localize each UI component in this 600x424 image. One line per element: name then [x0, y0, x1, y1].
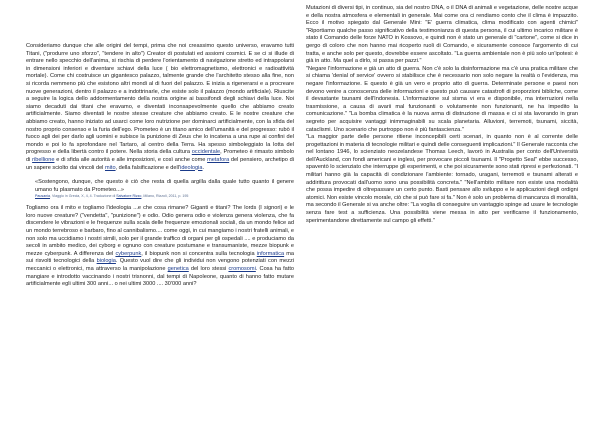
text-segment: Togliamo ora il mito e togliamo l'ideologia ...e che cosa rimane? Giganti e titani? The lords (I signori) e le loro nuove creature? ("vendetta", "punizione") e odio. Odio genera odio e violenza genera violenza, che fa discendere le vibrazioni e le frequenze sulla scala delle frequenze emozionali sociali, da un mondo felice ad un mondo terrebroso e barbaro, fino al cannibalismo.... come oggi, in cui mangiamo i nostri fratelli animali, e non solo ma uccidiamo i nostri simili, solo per il grande traffico di organi per gli ospedali .... e produciamo da secoli in ambito medico, dei cyborg e ognuno con creature postumane e transumaniste, mezze biopunk e mezze cyberpunk. A differenza del	[26, 205, 294, 257]
text-segment: del pensiero, archetipo di un sapere sciolto dai vincoli del	[26, 156, 294, 171]
paragraph-denial-of-service: "Negare l'informazione e già un atto di guerra. Non c'è solo la disinformazione ma c'è una pratica militare che si chiama 'denial of service' ovvero si stabilisce che è necessario non solo negare la realtà o l'evidenza, ma negare l'informazione. E questo è già un vero e proprio atto di guerra. Determinate persone e paesi non devono venire a conoscenza delle informazioni e questo può causare catastrofi di proporzioni bibliche, come il devastante tsunami dell'Indonesia. L'informazione sul sisma vi era e disponibile, ma interruzioni nella trasmissione, a causa di avarii mal funzionanti o volutamente non funzionanti, ne ha impedito la comunicazione." "La bomba climatica è la nuova arma di distruzione di massa e ci si sta lavorando in gran segreto per acquisire vantaggi inimmaginabili su scala planetaria. Alluvioni, terremoti, tsunami, siccità, cataclismi. Uno scenario che purtroppo non è più fantascienza."	[306, 65, 578, 133]
paragraph-military-tech: "La maggior parte delle persone ritiene inconcepibili certi scenari, in quanto non è al corrente delle progettazioni in materia di tecnologie militari e quindi delle conseguenti implicazioni." Il Generale racconta che nel lontano 1946, lo scienziato neozelandese Thomas Leech, lavorò in Australia per conto dell'Università dell'Auckland, con fondi americani e inglesi, per provocare piccoli tsunami. Il "Progetto Seal" ebbe successo, spaventò lo scienziato che interruppe gli esperimenti, e che poi sicuramente sono stati ripresi e perfezionati. "I militari hanno già la capacità di condizionare l'ambiente: tornado, uragani, terremoti e tsunami alterati e addirittura provocati dall'uomo sono una possibilità concreta." "Nell'ambito militare non esiste una modalità che possa impedire di oltrepassare un certo punto. Basti pensare allo sviluppo e le applicazioni degli ordigni atomici. Non esiste vincolo morale, ciò che si può fare si fa." Non è solo un problema di mancanza di moralità, ma secondo il Generale si va anche oltre: "La voglia di conseguire un vantaggio spinge ad usare le tecnologie senza fare test a sufficienza. Una possibilità viene messa in atto per verificarne il funzionamento, sperimentandone direttamente sul campo gli effetti."	[306, 134, 578, 224]
text-segment: ma sui risvolti tecnologici della	[26, 250, 295, 265]
left-column	[26, 43, 294, 289]
link-ideologia[interactable]: ideologia	[180, 164, 203, 171]
link-pausania[interactable]: Pausania	[35, 194, 50, 199]
quote-citation	[26, 194, 294, 199]
citation-text: , Milano, Rizzoli, 2011, p. 195	[141, 194, 189, 199]
link-genetica[interactable]: genetica	[167, 266, 189, 273]
link-cyberpunk[interactable]: cyberpunk	[115, 250, 142, 257]
text-segment: , della falsificazione e dell'	[115, 164, 181, 171]
text-segment: , Prometeo è rimasto simbolo di	[26, 149, 294, 163]
paragraph-titans-prometheus	[26, 43, 294, 172]
paragraph-myth-ideology	[26, 205, 294, 289]
link-metafora[interactable]: metafora	[207, 156, 230, 163]
text-segment: e di sfida alle autorità e alle imposizioni, e così anche come	[54, 156, 208, 163]
block-quote: «Sostengono, dunque, che questo è ciò che resta di quella argilla dalla quale tutto quanto il genere umano fu plasmato da Prometeo...»	[35, 179, 294, 193]
link-cromosomi[interactable]: cromosomi	[228, 266, 256, 273]
text-segment: del loro stessi	[188, 266, 229, 273]
text-segment: Consideriamo dunque che alle origini del tempi, prima che noi creassimo questo universo, eravamo tutti Titani, ("produrre uno sforzo", "tendere in alto") Creator di postulati ed assiomi cosmici. E se ci si illude di entrare nello specchio dell'anima, si rischia di perdere l'orientamento di navigazione stretto ed intrappolarsi in dimensioni inferiori e diventare schiavi della luce ( bio elettromagnetismo, elettronici e radioattività mortale). Come chi costruisce un gigantesco palazzo, talmente grande che l'architetto stesso alla fine, non si ricorda nemmeno più che esistono altri mondi al di fuori del palazzo. E inizia a rigenerarsi e a procreare nuove generazioni, dentro il palazzo e a indottrinarle, che esiste solo il palazzo (mondo artificiale). Riuscite a seguire la logica dello addormentamento della nostra origine ai bassifondi degli schiavi della luce. Noi siamo decaduti dai titani che eravamo, e diventati inconsapevolmente quello che abbiamo creato artificialmente. Siamo diventati le nostre stesse creature che abbiamo creato. E le nostre creature che abbiamo creato, hanno iniziato ad usarci come loro nutrizione per dominarci artificialmente, con la sfida del nostro proprio consenso e la furia dell'ego. Prometeo è un titano amico dell'umanità e del progresso: rubò il fuoco agli dei per darlo agli uomini e subisce la punizione di Zeus che lo incatena a una rupe ai confini del mondo e poi lo fa sprofondare nel Tartaro, al centro della Terra. Ha spesso simboleggiato la lotta del progresso e della libertà contro il potere. Nella storia della cultura	[26, 43, 294, 156]
right-column	[306, 5, 578, 225]
text-segment: .	[202, 164, 205, 171]
link-ribellione[interactable]: ribellione	[32, 156, 55, 163]
link-mito[interactable]: mito	[104, 164, 116, 171]
link-informatica[interactable]: informatica	[256, 250, 285, 257]
text-segment: . Cosa ha fatto mangiare e introdotto vaccinando i nostri trisnonni, dal tempi di Napoleone, quanto di hanno fatto mutare artificialmente egli ultimi 300 anni... o nei ultimi 3000 .... 30'000 anni?	[26, 266, 295, 288]
citation-text: , Viaggio in Grecia, X, 4, 4. Traduzione di	[50, 194, 117, 199]
text-segment: . Questo vuol dire che gli individui non vengono potenziati con mezzi meccanici o elettronici, ma attraverso la manipolazione	[26, 258, 295, 273]
link-occidentale[interactable]: occidentale	[191, 149, 221, 156]
paragraph-climate-war: Mutazioni di diversi tipi, in continuo, sia del nostro DNA, o il DNA di animali e vegetazione, delle nostre acque e della nostra atmosfera e elementali in generale. Mai come ora ci rendiamo conto che il clima è impazzito. Ecco il motivo spiegato dal Generale Mini: "E' guerra climatica, clima modificato con agenti chimici" "Riportiamo qualche passo significativo della testimonianza di questa persona, il cui ultimo incarico militare è stato il Comando delle forze NATO in Kossovo, e quindi non è stato un generale di "cartone", come si dice in gergo di coloro che non hanno mai ricoperto ruoli di Comando, e sicuramente conosce l'argomento di cui tratta, e anche solo per questo, dovrebbe essere ascoltato. "La guerra ambientale non è più solo un'ipotesi: è già in atto. Ma quel a dirlo, si passa per pazzi."	[306, 5, 578, 65]
link-biologia[interactable]: biologia	[96, 258, 116, 265]
link-salvatore-rizzo[interactable]: Salvatore Rizzo	[116, 194, 142, 199]
text-segment: , il biopunk non si concentra sulla tecnologia	[141, 250, 257, 257]
